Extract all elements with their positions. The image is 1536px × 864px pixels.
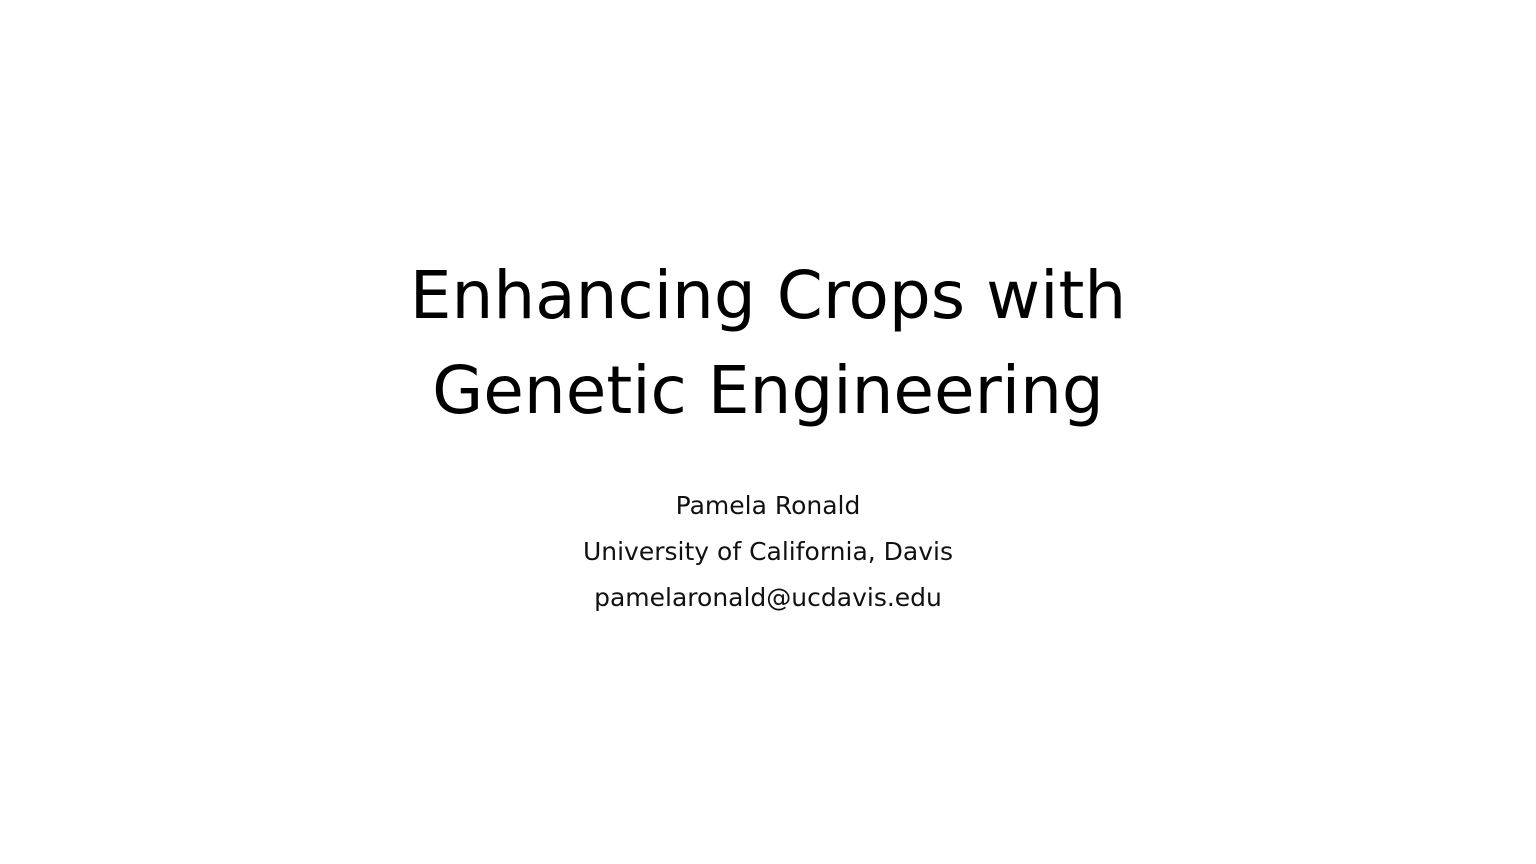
title-line-1: Enhancing Crops with [409,257,1127,334]
slide-title [0,248,1536,438]
slide-subtitle [0,483,1536,621]
author-email: pamelaronald@ucdavis.edu [594,583,942,612]
author-affiliation: University of California, Davis [582,537,954,566]
title-line-2: Genetic Engineering [432,352,1104,429]
author-name: Pamela Ronald [675,491,861,520]
